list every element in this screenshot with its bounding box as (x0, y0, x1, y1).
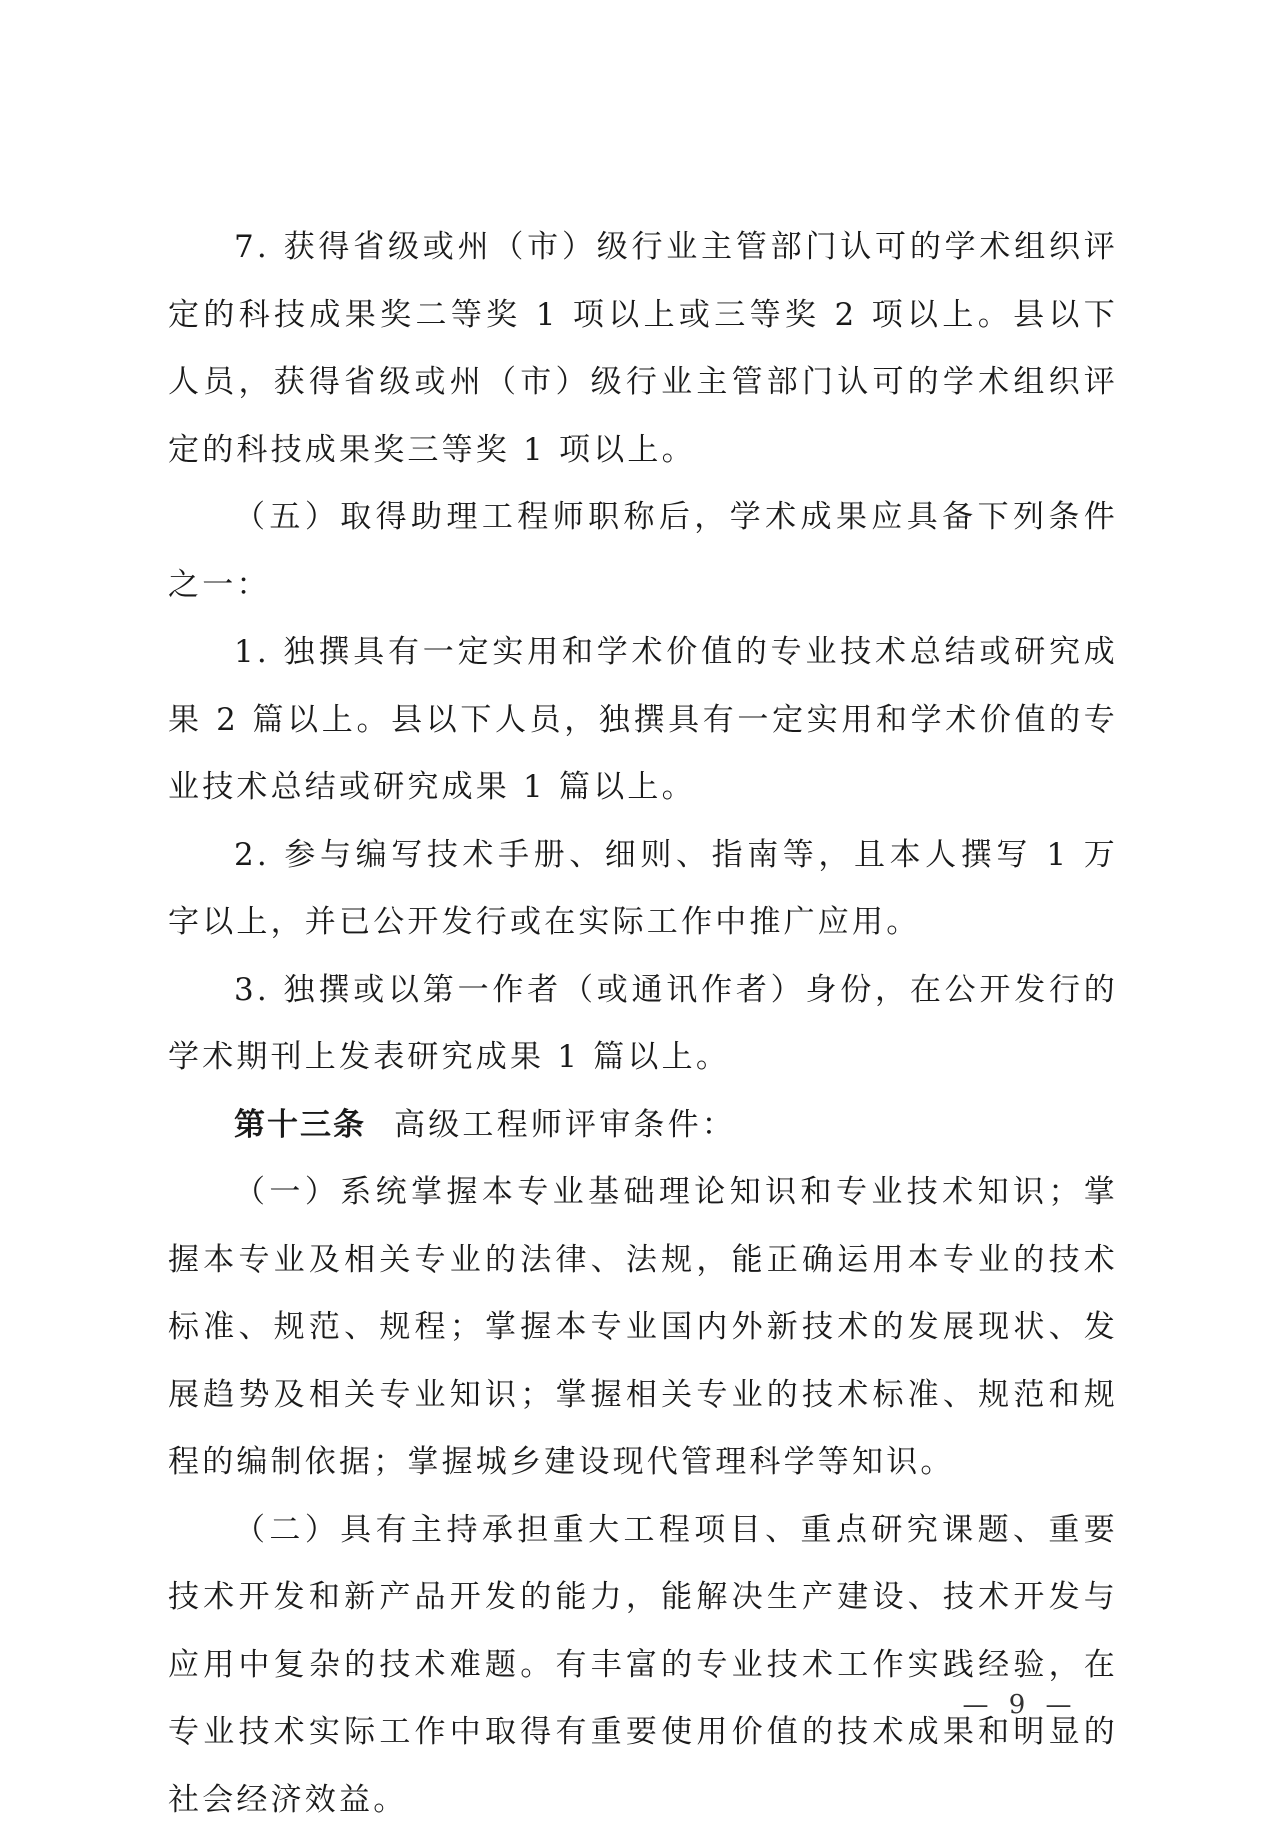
document-body (168, 214, 1118, 1834)
paragraph-senior-condition-1: （一）系统掌握本专业基础理论知识和专业技术知识；掌握本专业及相关专业的法律、法规，能正确运用本专业的技术标准、规范、规程；掌握本专业国内外新技术的发展现状、发展趋势及相关专业知识；掌握相关专业的技术标准、规范和规程的编制依据；掌握城乡建设现代管理科学等知识。 (168, 1159, 1118, 1497)
paragraph-senior-condition-2: （二）具有主持承担重大工程项目、重点研究课题、重要技术开发和新产品开发的能力，能解决生产建设、技术开发与应用中复杂的技术难题。有丰富的专业技术工作实践经验，在专业技术实际工作中取得有重要使用价值的技术成果和明显的社会经济效益。 (168, 1497, 1118, 1834)
article-heading: 第十三条 (234, 1107, 366, 1143)
page-number: — 9 — (960, 1690, 1080, 1720)
paragraph-section-5-intro: （五）取得助理工程师职称后，学术成果应具备下列条件之一： (168, 484, 1118, 619)
article-13-text: 高级工程师评审条件： (394, 1107, 736, 1143)
paragraph-item-3: 3. 独撰或以第一作者（或通讯作者）身份，在公开发行的学术期刊上发表研究成果 1 篇以上。 (168, 957, 1118, 1092)
paragraph-item-2: 2. 参与编写技术手册、细则、指南等，且本人撰写 1 万字以上，并已公开发行或在实际工作中推广应用。 (168, 822, 1118, 957)
paragraph-item-1: 1. 独撰具有一定实用和学术价值的专业技术总结或研究成果 2 篇以上。县以下人员，独撰具有一定实用和学术价值的专业技术总结或研究成果 1 篇以上。 (168, 619, 1118, 822)
paragraph-item-7: 7. 获得省级或州（市）级行业主管部门认可的学术组织评定的科技成果奖二等奖 1 项以上或三等奖 2 项以上。县以下人员，获得省级或州（市）级行业主管部门认可的学术组织评定的科技成果奖三等奖 1 项以上。 (168, 214, 1118, 484)
article-13-paragraph (168, 1092, 1118, 1160)
